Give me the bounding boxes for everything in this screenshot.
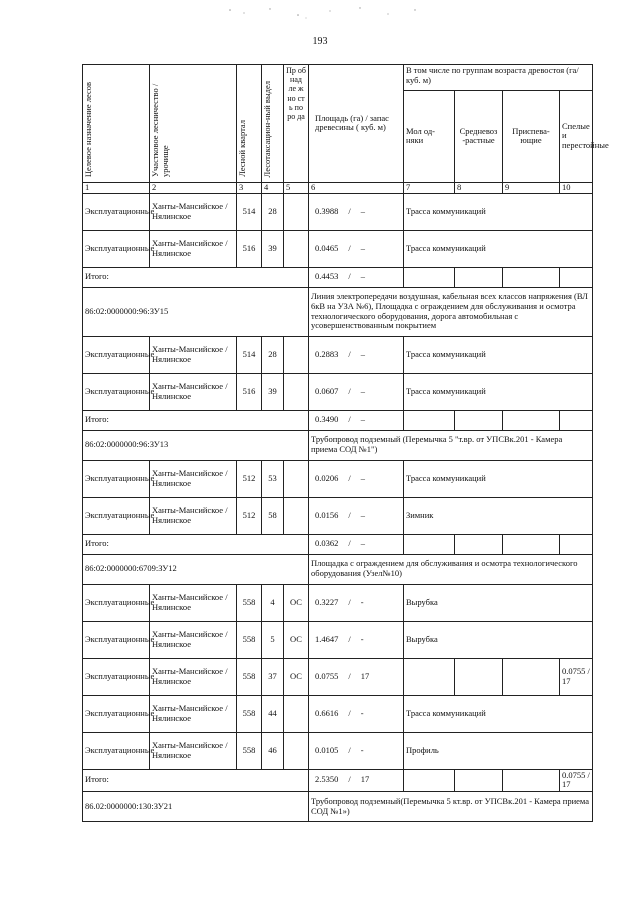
group-cell — [503, 410, 560, 430]
stock-value: – — [360, 472, 365, 483]
section-header-row — [83, 430, 593, 460]
stock-value: 17 — [360, 670, 370, 681]
area-stock-cell — [309, 230, 404, 267]
separator: / — [348, 472, 351, 483]
separator: / — [348, 596, 351, 607]
stock-value: – — [360, 538, 365, 549]
group-cell — [455, 410, 503, 430]
area-stock-cell — [309, 658, 404, 695]
note-cell: Вырубка — [404, 584, 593, 621]
purpose-cell: Эксплуатационные — [83, 336, 150, 373]
area-stock-cell — [309, 373, 404, 410]
group-cell — [455, 534, 503, 554]
header-col8: Средневоз -растные — [455, 90, 503, 182]
cadastral-number: 86:02:0000000:96:ЗУ15 — [83, 287, 309, 336]
group-cell — [455, 769, 503, 792]
forestry-cell: Ханты-Мансийское / Нялинское — [150, 193, 237, 230]
total-label: Итого: — [83, 534, 309, 554]
header-col2: Участковое лесничество / урочище — [150, 65, 237, 183]
table-row — [83, 621, 593, 658]
col-number: 1 — [83, 182, 150, 193]
table-row — [83, 373, 593, 410]
object-description: Площадка с ограждением для обслуживания и осмотра технологического оборудования (Узел№10) — [309, 554, 593, 584]
table-row — [83, 336, 593, 373]
area-value: 0.2883 — [315, 348, 339, 359]
kvartal-cell: 558 — [237, 695, 262, 732]
stock-value: – — [360, 205, 365, 216]
forestry-cell: Ханты-Мансийское / Нялинское — [150, 732, 237, 769]
area-stock-cell — [309, 584, 404, 621]
purpose-cell: Эксплуатационные — [83, 584, 150, 621]
separator: / — [348, 538, 351, 549]
vydel-cell: 53 — [262, 460, 284, 497]
purpose-cell: Эксплуатационные — [83, 497, 150, 534]
poroda-cell: ОС — [284, 621, 309, 658]
vydel-cell: 46 — [262, 732, 284, 769]
purpose-cell: Эксплуатационные — [83, 230, 150, 267]
forestry-cell: Ханты-Мансийское / Нялинское — [150, 373, 237, 410]
col-number: 10 — [560, 182, 593, 193]
poroda-cell: ОС — [284, 584, 309, 621]
header-col6: Площадь (га) / запас древесины ( куб. м) — [309, 65, 404, 183]
total-label: Итого: — [83, 410, 309, 430]
forestry-cell: Ханты-Мансийское / Нялинское — [150, 336, 237, 373]
total-row — [83, 410, 593, 430]
area-stock-cell — [309, 460, 404, 497]
area-stock-cell — [309, 732, 404, 769]
note-cell: Трасса коммуникаций — [404, 460, 593, 497]
total-label: Итого: — [83, 769, 309, 792]
note-cell: Трасса коммуникаций — [404, 373, 593, 410]
header-col1: Целевое назначение лесов — [83, 65, 150, 183]
area-stock-cell — [309, 621, 404, 658]
area-value: 0.3490 — [315, 414, 339, 425]
poroda-cell: ОС — [284, 658, 309, 695]
col-number: 2 — [150, 182, 237, 193]
forestry-cell: Ханты-Мансийское / Нялинское — [150, 658, 237, 695]
scan-artifact — [210, 4, 450, 22]
poroda-cell — [284, 732, 309, 769]
separator: / — [348, 242, 351, 253]
column-numbers-row — [83, 182, 593, 193]
header-row — [83, 65, 593, 91]
table-row — [83, 695, 593, 732]
area-value: 1.4647 — [315, 633, 339, 644]
table-row — [83, 732, 593, 769]
forestry-cell: Ханты-Мансийское / Нялинское — [150, 584, 237, 621]
stock-value: - — [360, 744, 364, 755]
separator: / — [348, 271, 351, 282]
stock-value: – — [360, 348, 365, 359]
area-value: 0.0362 — [315, 538, 339, 549]
table-row — [83, 460, 593, 497]
note-cell: Трасса коммуникаций — [404, 193, 593, 230]
purpose-cell: Эксплуатационные — [83, 732, 150, 769]
stock-value: – — [360, 271, 365, 282]
group-10-cell: 0.0755 / 17 — [560, 658, 593, 695]
purpose-cell: Эксплуатационные — [83, 373, 150, 410]
cadastral-number: 86:02:0000000:6709:ЗУ12 — [83, 554, 309, 584]
kvartal-cell: 516 — [237, 373, 262, 410]
header-col5: Пр об над ле ж но ст ь по ро да — [284, 65, 309, 183]
stock-value: – — [360, 414, 365, 425]
col-number: 4 — [262, 182, 284, 193]
purpose-cell: Эксплуатационные — [83, 193, 150, 230]
poroda-cell — [284, 460, 309, 497]
poroda-cell — [284, 497, 309, 534]
separator: / — [348, 509, 351, 520]
group-cell — [404, 658, 455, 695]
kvartal-cell: 558 — [237, 658, 262, 695]
header-col10: Спелые и перестойные — [560, 90, 593, 182]
cadastral-number: 86.02:0000000:130:ЗУ21 — [83, 792, 309, 822]
forestry-cell: Ханты-Мансийское / Нялинское — [150, 230, 237, 267]
table-row — [83, 658, 593, 695]
col-number: 7 — [404, 182, 455, 193]
forestry-cell: Ханты-Мансийское / Нялинское — [150, 460, 237, 497]
vydel-cell: 28 — [262, 336, 284, 373]
area-stock-cell — [309, 695, 404, 732]
area-value: 0.0755 — [315, 670, 339, 681]
stock-value: - — [360, 707, 364, 718]
table-row — [83, 497, 593, 534]
table-row — [83, 193, 593, 230]
poroda-cell — [284, 695, 309, 732]
col-number: 8 — [455, 182, 503, 193]
forest-table — [82, 64, 609, 822]
area-value: 2.5350 — [315, 774, 339, 785]
vydel-cell: 39 — [262, 373, 284, 410]
cadastral-number: 86:02:0000000:96:ЗУ13 — [83, 430, 309, 460]
vydel-cell: 5 — [262, 621, 284, 658]
group-cell — [503, 267, 560, 287]
header-col9: Приспева-ющие — [503, 90, 560, 182]
area-stock-cell — [309, 497, 404, 534]
group-cell — [455, 267, 503, 287]
poroda-cell — [284, 336, 309, 373]
kvartal-cell: 558 — [237, 584, 262, 621]
stock-value: – — [360, 385, 365, 396]
area-stock-cell — [309, 267, 404, 287]
group-10-cell — [560, 267, 593, 287]
forestry-cell: Ханты-Мансийское / Нялинское — [150, 695, 237, 732]
table-row — [83, 230, 593, 267]
stock-value: – — [360, 509, 365, 520]
section-header-row — [83, 792, 593, 822]
total-label: Итого: — [83, 267, 309, 287]
group-cell — [503, 658, 560, 695]
group-cell — [455, 658, 503, 695]
group-cell — [503, 769, 560, 792]
total-row — [83, 534, 593, 554]
forestry-cell: Ханты-Мансийское / Нялинское — [150, 621, 237, 658]
group-cell — [404, 410, 455, 430]
kvartal-cell: 558 — [237, 732, 262, 769]
group-cell — [404, 267, 455, 287]
kvartal-cell: 512 — [237, 460, 262, 497]
section-header-row — [83, 287, 593, 336]
purpose-cell: Эксплуатационные — [83, 695, 150, 732]
vydel-cell: 58 — [262, 497, 284, 534]
area-stock-cell — [309, 193, 404, 230]
poroda-cell — [284, 373, 309, 410]
note-cell: Трасса коммуникаций — [404, 336, 593, 373]
separator: / — [348, 348, 351, 359]
separator: / — [348, 385, 351, 396]
kvartal-cell: 558 — [237, 621, 262, 658]
header-group-title: В том числе по группам возраста древостоя (га/ куб. м) — [404, 65, 593, 91]
area-value: 0.6616 — [315, 707, 339, 718]
table-row — [83, 584, 593, 621]
col-number: 9 — [503, 182, 560, 193]
kvartal-cell: 516 — [237, 230, 262, 267]
area-stock-cell — [309, 769, 404, 792]
forestry-cell: Ханты-Мансийское / Нялинское — [150, 497, 237, 534]
stock-value: - — [360, 633, 364, 644]
purpose-cell: Эксплуатационные — [83, 460, 150, 497]
stock-value: – — [360, 242, 365, 253]
area-value: 0.3988 — [315, 205, 339, 216]
header-col3: Лесной квартал — [237, 65, 262, 183]
kvartal-cell: 514 — [237, 336, 262, 373]
group-10-cell: 0.0755 / 17 — [560, 769, 593, 792]
area-stock-cell — [309, 410, 404, 430]
col-number: 3 — [237, 182, 262, 193]
group-10-cell — [560, 534, 593, 554]
separator: / — [348, 205, 351, 216]
area-value: 0.0105 — [315, 744, 339, 755]
area-value: 0.0465 — [315, 242, 339, 253]
separator: / — [348, 707, 351, 718]
separator: / — [348, 633, 351, 644]
object-description: Трубопровод подземный (Перемычка 5 "т.вр. от УПСВк.201 - Камера приема СОД №1") — [309, 430, 593, 460]
stock-value: 17 — [360, 774, 370, 785]
object-description: Линия электропередачи воздушная, кабельная всех классов напряжения (ВЛ 6кВ на УЗА №6), Площадка с ограждением для обслуживания и осмотра технологического оборудования, дорога автомобильная с усовершенствованным покрытием — [309, 287, 593, 336]
page-number: 193 — [312, 36, 328, 47]
separator: / — [348, 414, 351, 425]
total-row — [83, 769, 593, 792]
vydel-cell: 4 — [262, 584, 284, 621]
group-cell — [404, 534, 455, 554]
stock-value: - — [360, 596, 364, 607]
header-col4: Лесотаксацион-ный выдел — [262, 65, 284, 183]
note-cell: Трасса коммуникаций — [404, 230, 593, 267]
col-number: 5 — [284, 182, 309, 193]
area-value: 0.0156 — [315, 509, 339, 520]
group-10-cell — [560, 410, 593, 430]
group-cell — [404, 769, 455, 792]
area-value: 0.0607 — [315, 385, 339, 396]
separator: / — [348, 774, 351, 785]
note-cell: Профиль — [404, 732, 593, 769]
vydel-cell: 44 — [262, 695, 284, 732]
purpose-cell: Эксплуатационные — [83, 658, 150, 695]
area-stock-cell — [309, 534, 404, 554]
area-stock-cell — [309, 336, 404, 373]
poroda-cell — [284, 193, 309, 230]
vydel-cell: 28 — [262, 193, 284, 230]
note-cell: Вырубка — [404, 621, 593, 658]
group-cell — [503, 534, 560, 554]
note-cell: Зимник — [404, 497, 593, 534]
section-header-row — [83, 554, 593, 584]
poroda-cell — [284, 230, 309, 267]
kvartal-cell: 512 — [237, 497, 262, 534]
separator: / — [348, 670, 351, 681]
kvartal-cell: 514 — [237, 193, 262, 230]
header-col7: Мол од-няки — [404, 90, 455, 182]
note-cell: Трасса коммуникаций — [404, 695, 593, 732]
object-description: Трубопровод подземный(Перемычка 5 кт.вр. от УПСВк.201 - Камера приема СОД №1») — [309, 792, 593, 822]
separator: / — [348, 744, 351, 755]
purpose-cell: Эксплуатационные — [83, 621, 150, 658]
col-number: 6 — [309, 182, 404, 193]
total-row — [83, 267, 593, 287]
area-value: 0.3227 — [315, 596, 339, 607]
area-value: 0.4453 — [315, 271, 339, 282]
area-value: 0.0206 — [315, 472, 339, 483]
vydel-cell: 37 — [262, 658, 284, 695]
vydel-cell: 39 — [262, 230, 284, 267]
